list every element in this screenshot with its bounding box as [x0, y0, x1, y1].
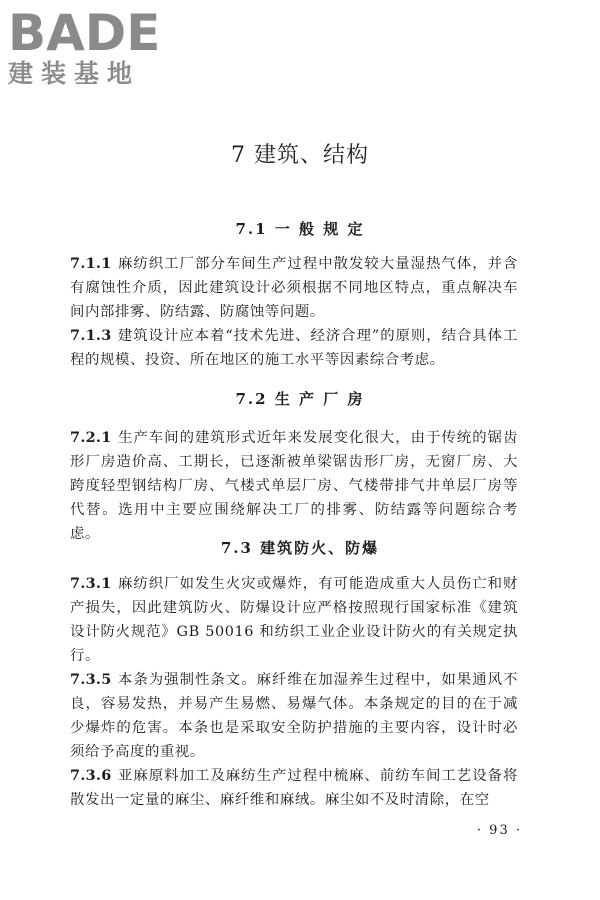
- chapter-title: 7 建筑、结构: [231, 143, 369, 168]
- paragraph-7-1-1: [70, 252, 518, 324]
- clause-text: 麻纺织工厂部分车间生产过程中散发较大量湿热气体，并含有腐蚀性介质，因此建筑设计必须根据不同地区特点，重点解决车间内部排雾、防结露、防腐蚀等问题。: [70, 256, 518, 320]
- section-title-7-2: 7.2 生 产 厂 房: [235, 390, 365, 408]
- clause-text: 亚麻原料加工及麻纺生产过程中梳麻、前纺车间工艺设备将散发出一定量的麻尘、麻纤维和麻绒。麻尘如不及时清除，在空: [70, 768, 518, 808]
- clause-number: 7.3.1: [70, 575, 112, 592]
- clause-text: 生产车间的建筑形式近年来发展变化很大，由于传统的锯齿形厂房造价高、工期长，已逐渐被单梁锯齿形厂房，无窗厂房、大跨度轻型钢结构厂房、气楼式单层厂房、气楼带排气井单层厂房等代替。选用中主要应围绕解决工厂的排雾、防结露等问题综合考虑。: [70, 430, 518, 542]
- clause-text: 本条为强制性条文。麻纤维在加湿养生过程中，如果通风不良，容易发热，并易产生易燃、易爆气体。本条规定的目的在于减少爆炸的危害。本条也是采取安全防护措施的主要内容，设计时必须给予高度的重视。: [70, 672, 518, 760]
- clause-number: 7.1.1: [70, 255, 112, 272]
- clause-number: 7.3.6: [70, 767, 112, 784]
- clause-text: 麻纺织厂如发生火灾或爆炸，有可能造成重大人员伤亡和财产损失，因此建筑防火、防爆设计应严格按照现行国家标准《建筑设计防火规范》GB 50016 和纺织工业企业设计防火的有关规定执行。: [70, 576, 518, 664]
- paragraph-7-3-6: [70, 764, 518, 812]
- section-title-7-1: 7.1 一 般 规 定: [235, 220, 365, 238]
- section-title-7-3: 7.3 建筑防火、防爆: [220, 539, 380, 557]
- bade-logo: [8, 4, 178, 88]
- paragraph-7-2-1: [70, 426, 518, 546]
- clause-number: 7.2.1: [70, 429, 112, 446]
- paragraph-7-3-5: [70, 668, 518, 764]
- page-number: · 93 ·: [476, 823, 522, 838]
- paragraph-7-3-1: [70, 572, 518, 668]
- paragraph-7-1-3: [70, 324, 518, 372]
- logo-subtitle: 建装基地: [8, 59, 141, 88]
- clause-number: 7.1.3: [70, 327, 112, 344]
- clause-number: 7.3.5: [70, 671, 112, 688]
- logo-wordmark: BADE: [8, 4, 161, 62]
- clause-text: 建筑设计应本着“技术先进、经济合理”的原则，结合具体工程的规模、投资、所在地区的施工水平等因素综合考虑。: [70, 328, 518, 368]
